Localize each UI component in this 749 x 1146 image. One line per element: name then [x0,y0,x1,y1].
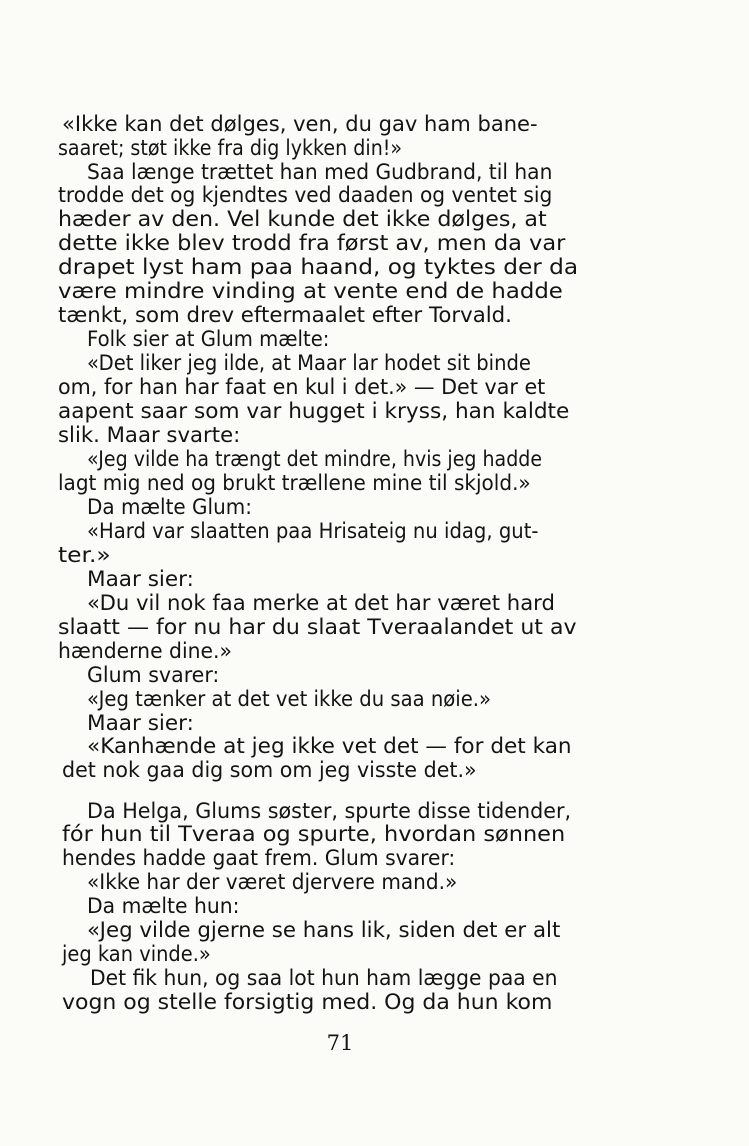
text-line: Maar sier: [87,567,194,592]
text-line: saaret; støt ikke fra dig lykken din!» [58,136,403,161]
text-line: tænkt, som drev eftermaalet efter Torvald. [58,303,512,328]
text-line: slaatt — for nu har du slaat Tveraalandet ut av [58,615,577,640]
text-line: «Jeg tænker at det vet ikke du saa nøie.» [87,687,492,712]
text-line: ter.» [58,543,111,568]
text-line: Maar sier: [87,711,194,736]
text-line: dette ikke blev trodd fra først av, men da var [58,231,566,256]
text-line: Da mælte hun: [87,894,240,919]
text-line: Glum svarer: [87,663,220,688]
page-number: 71 [326,1031,354,1055]
text-line: Da mælte Glum: [87,495,252,520]
text-line: slik. Maar svarte: [58,423,241,448]
text-line: aapent saar som var hugget i kryss, han kaldte [58,399,570,424]
text-line: Folk sier at Glum mælte: [87,327,330,352]
text-line: hænderne dine.» [58,639,232,664]
text-line: om, for han har faat en kul i det.» — Det var et [58,375,546,400]
text-line: «Hard var slaatten paa Hrisateig nu idag, gut- [87,519,539,544]
text-line: «Ikke kan det dølges, ven, du gav ham bane- [62,112,538,137]
text-line: Saa længe trættet han med Gudbrand, til han [87,160,553,185]
text-line: jeg kan vinde.» [62,942,211,967]
text-line: «Jeg vilde ha trængt det mindre, hvis jeg hadde [87,447,543,472]
text-line: «Jeg vilde gjerne se hans lik, siden det er alt [87,918,561,943]
text-line: trodde det og kjendtes ved daaden og ventet sig [58,183,553,208]
text-line: «Kanhænde at jeg ikke vet det — for det kan [87,734,572,759]
text-line: vogn og stelle forsigtig med. Og da hun kom [62,990,553,1015]
text-line: være mindre vinding at vente end de hadde [58,279,563,304]
text-line: hendes hadde gaat frem. Glum svarer: [62,846,456,871]
text-line: lagt mig ned og brukt trællene mine til skjold.» [58,471,531,496]
text-line: Det fik hun, og saa lot hun ham lægge paa en [90,966,558,991]
text-line: «Det liker jeg ilde, at Maar lar hodet sit binde [87,351,531,376]
text-line: Da Helga, Glums søster, spurte disse tidender, [87,799,572,824]
text-line: «Du vil nok faa merke at det har været hard [87,591,555,616]
text-line: fór hun til Tveraa og spurte, hvordan sønnen [62,822,566,847]
text-line: «Ikke har der været djervere mand.» [87,870,458,895]
text-line: det nok gaa dig som om jeg visste det.» [62,758,477,783]
text-line: drapet lyst ham paa haand, og tyktes der da [58,255,579,280]
text-line: hæder av den. Vel kunde det ikke dølges, at [58,207,547,232]
